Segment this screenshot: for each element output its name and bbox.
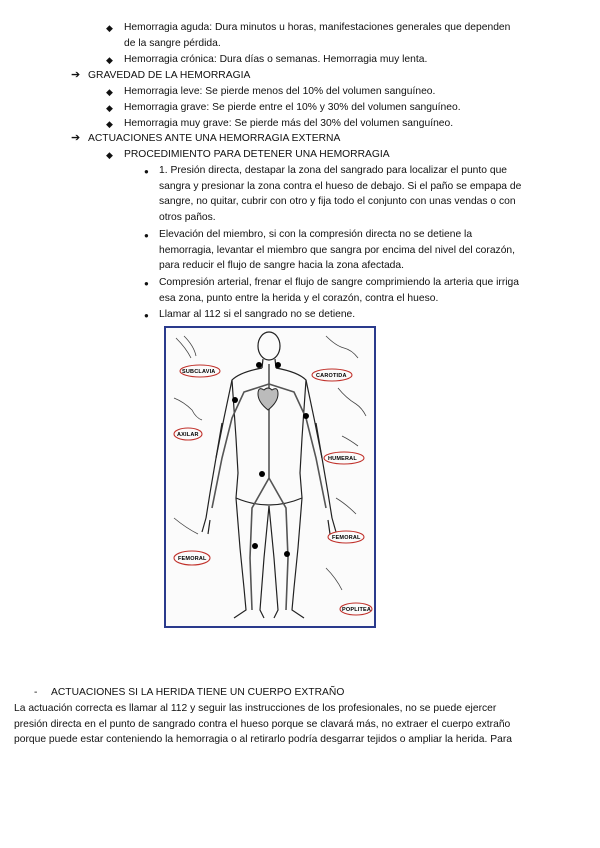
- list-item: Compresión arterial, frenar el flujo de sangre comprimiendo la arteria que irriga esa zona, punto entre la herida y el corazón, contra el hueso.: [159, 277, 519, 304]
- label-carotida: CAROTIDA: [316, 373, 347, 379]
- diamond-bullet-icon: ◆: [106, 103, 113, 113]
- diamond-bullet-icon: ◆: [106, 55, 113, 65]
- list-item: Llamar al 112 si el sangrado no se detiene.: [159, 309, 356, 320]
- diamond-bullet-icon: ◆: [106, 87, 113, 97]
- section-heading: ACTUACIONES ANTE UNA HEMORRAGIA EXTERNA: [88, 133, 341, 144]
- label-poplitea: POPLITEA: [342, 607, 372, 613]
- label-femoral-left: FEMORAL: [178, 556, 207, 562]
- list-item: Elevación del miembro, si con la compresión directa no se detiene la hemorragia, levantar el miembro que sangra por encima del nivel del corazón, para reducir el flujo de sangre hacia la zona afectada.: [159, 229, 516, 272]
- section-heading: GRAVEDAD DE LA HEMORRAGIA: [88, 70, 251, 81]
- pressure-points-figure: [164, 326, 376, 628]
- round-bullet-icon: ●: [144, 231, 149, 240]
- arrow-bullet-icon: ➔: [71, 132, 81, 144]
- diamond-bullet-icon: ◆: [106, 150, 113, 160]
- diamond-bullet-icon: ◆: [106, 23, 113, 33]
- paragraph: La actuación correcta es llamar al 112 y seguir las instrucciones de los profesionales, no se puede ejercer presión directa en el punto de sangrado contra el hueso porque se clavará más, no extraer el cuerpo extraño porque puede estar conteniendo la hemorragia o al retirarlo podría desgarrar tejidos o ampliar la herida. Para: [14, 703, 512, 746]
- dash-bullet: -: [34, 687, 38, 698]
- body-diagram-svg: [166, 328, 374, 626]
- label-subclavia: SUBCLAVIA: [182, 369, 216, 375]
- diamond-bullet-icon: ◆: [106, 119, 113, 129]
- round-bullet-icon: ●: [144, 311, 149, 320]
- round-bullet-icon: ●: [144, 167, 149, 176]
- list-item: 1. Presión directa, destapar la zona del sangrado para localizar el punto que sangra y presionar la zona contra el hueso de debajo. Si el paño se empapa de sangre, no quitar, cubrir con otro y fija todo el conjunto con unas vendas o con otros paños.: [159, 165, 522, 223]
- list-item: Hemorragia leve: Se pierde menos del 10% del volumen sanguíneo.: [124, 86, 436, 97]
- subsection-heading: PROCEDIMIENTO PARA DETENER UNA HEMORRAGIA: [124, 149, 390, 160]
- label-humeral: HUMERAL: [328, 456, 357, 462]
- label-axilar: AXILAR: [177, 432, 199, 438]
- list-item: Hemorragia crónica: Dura días o semanas. Hemorragia muy lenta.: [124, 54, 428, 65]
- list-item: Hemorragia muy grave: Se pierde más del 30% del volumen sanguíneo.: [124, 118, 454, 129]
- arrow-bullet-icon: ➔: [71, 69, 81, 81]
- list-item: Hemorragia aguda: Dura minutos u horas, manifestaciones generales que dependen de la sangre pérdida.: [124, 22, 511, 49]
- round-bullet-icon: ●: [144, 279, 149, 288]
- section-heading: ACTUACIONES SI LA HERIDA TIENE UN CUERPO EXTRAÑO: [51, 687, 345, 698]
- list-item: Hemorragia grave: Se pierde entre el 10% y 30% del volumen sanguíneo.: [124, 102, 461, 113]
- label-femoral-right: FEMORAL: [332, 535, 361, 541]
